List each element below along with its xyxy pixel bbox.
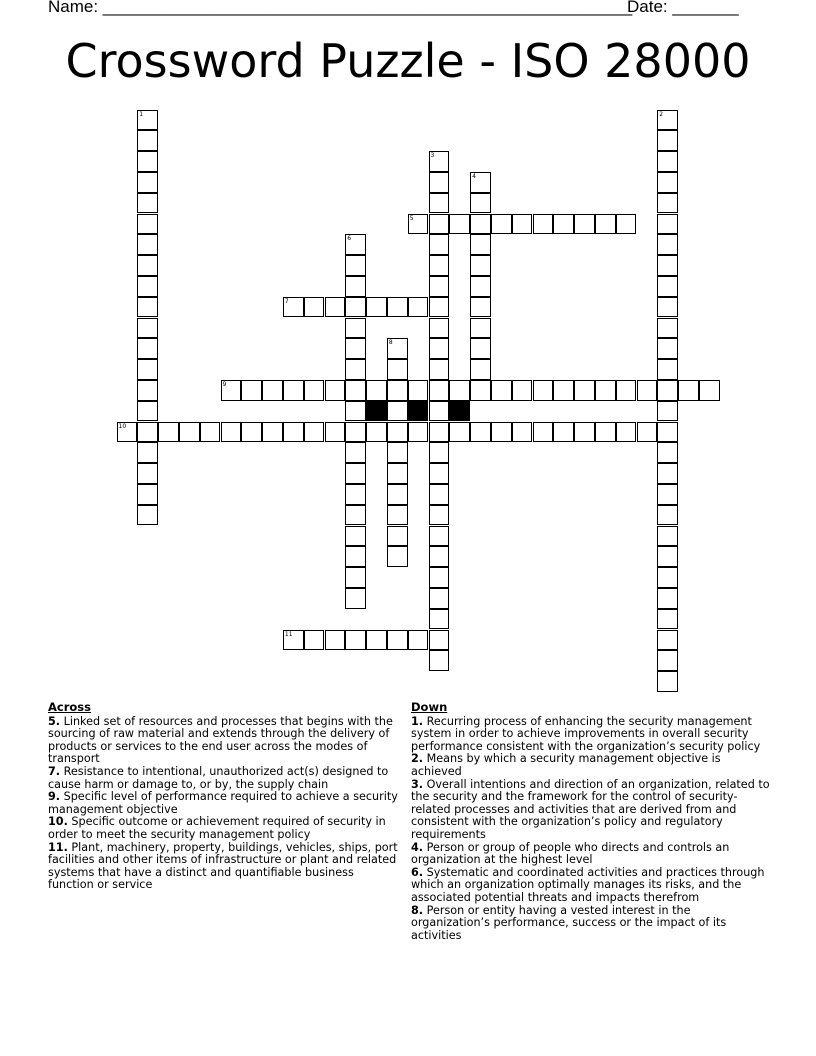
clue-text: Person or group of people who directs and controls an organization at the highest level: [411, 840, 730, 867]
grid-cell[interactable]: [366, 422, 387, 443]
grid-cell[interactable]: [345, 505, 366, 526]
grid-cell[interactable]: [657, 442, 678, 463]
grid-cell[interactable]: [657, 130, 678, 151]
grid-cell[interactable]: [137, 151, 158, 172]
grid-cell[interactable]: [429, 151, 450, 172]
grid-cell[interactable]: [533, 214, 554, 235]
grid-cell[interactable]: [137, 422, 158, 443]
grid-cell[interactable]: [366, 380, 387, 401]
grid-cell[interactable]: [657, 526, 678, 547]
clue-text: Specific outcome or achievement required of security in order to meet the security management policy: [48, 815, 386, 841]
grid-cell[interactable]: [429, 422, 450, 443]
grid-cell[interactable]: [429, 463, 450, 484]
grid-cell[interactable]: [345, 338, 366, 359]
grid-cell[interactable]: [429, 214, 450, 235]
grid-cell[interactable]: [158, 422, 179, 443]
grid-cell[interactable]: [553, 422, 574, 443]
grid-cell[interactable]: [470, 297, 491, 318]
grid-cell[interactable]: [387, 359, 408, 380]
grid-cell[interactable]: [699, 380, 720, 401]
grid-cell[interactable]: [616, 214, 637, 235]
grid-cell[interactable]: [387, 401, 408, 422]
grid-cell[interactable]: [387, 484, 408, 505]
grid-cell[interactable]: [657, 276, 678, 297]
grid-cell[interactable]: [429, 359, 450, 380]
clue-number: 1: [139, 110, 144, 118]
clue-text: Specific level of performance required to achieve a security management objective: [48, 790, 398, 816]
across-clues-list: [48, 701, 400, 892]
grid-cell[interactable]: [387, 422, 408, 443]
grid-cell[interactable]: [408, 297, 429, 318]
grid-cell[interactable]: [117, 422, 138, 443]
grid-cell[interactable]: [657, 214, 678, 235]
grid-cell[interactable]: [429, 172, 450, 193]
date-field-label: Date: _______: [627, 0, 739, 16]
grid-cell[interactable]: [304, 422, 325, 443]
grid-cell[interactable]: [283, 380, 304, 401]
grid-cell[interactable]: [470, 255, 491, 276]
grid-cell[interactable]: [387, 463, 408, 484]
grid-cell[interactable]: [304, 297, 325, 318]
grid-cell[interactable]: [657, 110, 678, 131]
grid-cell[interactable]: [470, 359, 491, 380]
clue-number: 9: [222, 380, 227, 388]
grid-cell[interactable]: [470, 338, 491, 359]
grid-cell[interactable]: [408, 422, 429, 443]
clue-text: Systematic and coordinated activities and practices through which an organization optimally manages its risks, and the associated potential threats and impacts therefrom: [411, 865, 765, 904]
grid-cell[interactable]: [595, 214, 616, 235]
grid-cell[interactable]: [325, 630, 346, 651]
grid-cell[interactable]: [657, 151, 678, 172]
across-clue: [48, 816, 400, 841]
black-square: [408, 401, 429, 422]
grid-cell[interactable]: [449, 422, 470, 443]
grid-cell[interactable]: [657, 630, 678, 651]
grid-cell[interactable]: [345, 401, 366, 422]
grid-cell[interactable]: [387, 546, 408, 567]
grid-cell[interactable]: [387, 442, 408, 463]
grid-cell[interactable]: [429, 505, 450, 526]
grid-cell[interactable]: [429, 609, 450, 630]
clue-number: 4: [472, 172, 476, 180]
grid-cell[interactable]: [491, 214, 512, 235]
grid-cell[interactable]: [345, 359, 366, 380]
grid-cell[interactable]: [137, 380, 158, 401]
grid-cell[interactable]: [657, 380, 678, 401]
grid-cell[interactable]: [345, 234, 366, 255]
across-clue: [48, 842, 400, 892]
grid-cell[interactable]: [179, 422, 200, 443]
across-heading: Across: [48, 700, 91, 714]
grid-cell[interactable]: [470, 193, 491, 214]
clue-num: 1.: [411, 714, 424, 728]
grid-cell[interactable]: [657, 546, 678, 567]
grid-cell[interactable]: [449, 380, 470, 401]
grid-cell[interactable]: [345, 526, 366, 547]
grid-cell[interactable]: [595, 422, 616, 443]
clue-num: 6.: [411, 865, 424, 879]
clue-number: 6: [347, 235, 352, 243]
grid-cell[interactable]: [387, 505, 408, 526]
across-clue: [48, 791, 400, 816]
clue-text: Plant, machinery, property, buildings, vehicles, ships, port facilities and other items of infrastructure or plant and related systems that have a distinct and quantifiable business function or service: [48, 840, 398, 892]
grid-cell[interactable]: [657, 318, 678, 339]
clue-num: 10.: [48, 815, 68, 829]
grid-cell[interactable]: [616, 380, 637, 401]
grid-cell[interactable]: [283, 630, 304, 651]
grid-cell[interactable]: [408, 380, 429, 401]
grid-cell[interactable]: [657, 484, 678, 505]
grid-cell[interactable]: [137, 130, 158, 151]
grid-cell[interactable]: [137, 359, 158, 380]
grid-cell[interactable]: [429, 526, 450, 547]
clue-number: 10: [118, 422, 127, 430]
grid-cell[interactable]: [345, 442, 366, 463]
grid-cell[interactable]: [137, 338, 158, 359]
grid-cell[interactable]: [345, 567, 366, 588]
grid-cell[interactable]: [429, 255, 450, 276]
grid-cell[interactable]: [345, 276, 366, 297]
grid-cell[interactable]: [657, 671, 678, 692]
down-clue: [411, 779, 771, 842]
grid-cell[interactable]: [387, 297, 408, 318]
grid-cell[interactable]: [429, 567, 450, 588]
grid-cell[interactable]: [429, 442, 450, 463]
across-clue: [48, 716, 400, 766]
grid-cell[interactable]: [137, 193, 158, 214]
grid-cell[interactable]: [387, 380, 408, 401]
grid-cell[interactable]: [429, 650, 450, 671]
grid-cell[interactable]: [429, 484, 450, 505]
grid-cell[interactable]: [574, 422, 595, 443]
name-field-label: Name: ________________________________________________________: [48, 0, 633, 16]
grid-cell[interactable]: [512, 422, 533, 443]
grid-cell[interactable]: [387, 630, 408, 651]
grid-cell[interactable]: [657, 338, 678, 359]
grid-cell[interactable]: [345, 588, 366, 609]
black-square: [366, 401, 387, 422]
clue-text: Overall intentions and direction of an organization, related to the security and the framework for the control of security-related processes and activities that are derived from and consistent with the organization’s policy and regulatory requirements: [411, 777, 770, 841]
grid-cell[interactable]: [429, 401, 450, 422]
clue-number: 7: [284, 297, 289, 305]
grid-cell[interactable]: [657, 505, 678, 526]
grid-cell[interactable]: [512, 380, 533, 401]
grid-cell[interactable]: [533, 380, 554, 401]
grid-cell[interactable]: [408, 630, 429, 651]
grid-cell[interactable]: [616, 422, 637, 443]
grid-cell[interactable]: [657, 609, 678, 630]
clue-num: 11.: [48, 840, 68, 854]
grid-cell[interactable]: [408, 214, 429, 235]
down-clue: [411, 842, 771, 867]
grid-cell[interactable]: [345, 297, 366, 318]
grid-cell[interactable]: [657, 650, 678, 671]
clue-num: 2.: [411, 752, 424, 766]
grid-cell[interactable]: [345, 630, 366, 651]
grid-cell[interactable]: [137, 463, 158, 484]
grid-cell[interactable]: [470, 318, 491, 339]
clue-text: Linked set of resources and processes that begins with the sourcing of raw material and extends through the delivery of products or services to the end user across the modes of transport: [48, 714, 393, 766]
across-clue: [48, 766, 400, 791]
grid-cell[interactable]: [283, 422, 304, 443]
grid-cell[interactable]: [512, 214, 533, 235]
grid-cell[interactable]: [657, 401, 678, 422]
grid-cell[interactable]: [449, 214, 470, 235]
grid-cell[interactable]: [429, 318, 450, 339]
grid-cell[interactable]: [200, 422, 221, 443]
black-square: [449, 401, 470, 422]
clue-text: Means by which a security management objective is achieved: [411, 752, 721, 778]
clue-number: 2: [659, 110, 664, 118]
grid-cell[interactable]: [262, 380, 283, 401]
grid-cell[interactable]: [325, 422, 346, 443]
clue-text: Recurring process of enhancing the security management system in order to achieve improvements in overall security performance consistent with the organization’s security policy: [411, 714, 761, 753]
grid-cell[interactable]: [470, 234, 491, 255]
clue-number: 5: [409, 214, 414, 222]
grid-cell[interactable]: [533, 422, 554, 443]
grid-cell[interactable]: [137, 318, 158, 339]
grid-cell[interactable]: [387, 338, 408, 359]
grid-cell[interactable]: [470, 380, 491, 401]
grid-cell[interactable]: [345, 546, 366, 567]
clue-number: 11: [284, 630, 293, 638]
down-clue: [411, 867, 771, 905]
grid-cell[interactable]: [470, 276, 491, 297]
grid-cell[interactable]: [491, 422, 512, 443]
grid-cell[interactable]: [657, 234, 678, 255]
grid-cell[interactable]: [345, 380, 366, 401]
clue-number: 3: [430, 152, 435, 160]
grid-cell[interactable]: [595, 380, 616, 401]
clue-number: 8: [388, 339, 393, 347]
grid-cell[interactable]: [429, 588, 450, 609]
clue-num: 7.: [48, 764, 61, 778]
grid-cell[interactable]: [137, 484, 158, 505]
grid-cell[interactable]: [470, 172, 491, 193]
grid-cell[interactable]: [657, 463, 678, 484]
grid-cell[interactable]: [429, 234, 450, 255]
grid-cell[interactable]: [325, 380, 346, 401]
grid-cell[interactable]: [429, 630, 450, 651]
grid-cell[interactable]: [137, 276, 158, 297]
clue-text: Resistance to intentional, unauthorized act(s) designed to cause harm or damage to, or by, the supply chain: [48, 764, 389, 791]
grid-cell[interactable]: [283, 297, 304, 318]
grid-cell[interactable]: [574, 380, 595, 401]
grid-cell[interactable]: [345, 484, 366, 505]
grid-cell[interactable]: [429, 297, 450, 318]
grid-cell[interactable]: [657, 422, 678, 443]
grid-cell[interactable]: [221, 380, 242, 401]
grid-cell[interactable]: [345, 318, 366, 339]
clue-num: 8.: [411, 903, 424, 917]
grid-cell[interactable]: [657, 588, 678, 609]
grid-cell[interactable]: [137, 214, 158, 235]
grid-cell[interactable]: [137, 110, 158, 131]
grid-cell[interactable]: [345, 255, 366, 276]
down-clues-list: [411, 701, 771, 942]
grid-cell[interactable]: [637, 380, 658, 401]
grid-cell[interactable]: [657, 359, 678, 380]
grid-cell[interactable]: [241, 380, 262, 401]
grid-cell[interactable]: [678, 380, 699, 401]
grid-cell[interactable]: [366, 630, 387, 651]
grid-cell[interactable]: [387, 526, 408, 547]
grid-cell[interactable]: [429, 193, 450, 214]
grid-cell[interactable]: [241, 422, 262, 443]
grid-cell[interactable]: [553, 380, 574, 401]
grid-cell[interactable]: [553, 214, 574, 235]
grid-cell[interactable]: [137, 401, 158, 422]
page-title: Crossword Puzzle - ISO 28000: [65, 34, 751, 88]
down-clue: [411, 753, 771, 778]
grid-cell[interactable]: [574, 214, 595, 235]
down-heading: Down: [411, 700, 448, 714]
grid-cell[interactable]: [470, 214, 491, 235]
grid-cell[interactable]: [657, 172, 678, 193]
grid-cell[interactable]: [657, 255, 678, 276]
clue-num: 3.: [411, 777, 424, 791]
grid-cell[interactable]: [137, 442, 158, 463]
down-clue: [411, 716, 771, 754]
grid-cell[interactable]: [345, 422, 366, 443]
grid-cell[interactable]: [491, 380, 512, 401]
grid-cell[interactable]: [304, 380, 325, 401]
grid-cell[interactable]: [137, 234, 158, 255]
grid-cell[interactable]: [657, 567, 678, 588]
grid-cell[interactable]: [137, 297, 158, 318]
grid-cell[interactable]: [366, 297, 387, 318]
grid-cell[interactable]: [221, 422, 242, 443]
grid-cell[interactable]: [345, 463, 366, 484]
clue-num: 4.: [411, 840, 424, 854]
down-clue: [411, 905, 771, 943]
clue-num: 9.: [48, 790, 61, 804]
grid-cell[interactable]: [657, 297, 678, 318]
grid-cell[interactable]: [429, 338, 450, 359]
grid-cell[interactable]: [637, 422, 658, 443]
grid-cell[interactable]: [657, 193, 678, 214]
clue-text: Person or entity having a vested interest in the organization’s performance, success or the impact of its activities: [411, 903, 727, 942]
grid-cell[interactable]: [262, 422, 283, 443]
grid-cell[interactable]: [429, 546, 450, 567]
grid-cell[interactable]: [325, 297, 346, 318]
grid-cell[interactable]: [470, 422, 491, 443]
grid-cell[interactable]: [304, 630, 325, 651]
grid-cell[interactable]: [137, 172, 158, 193]
grid-cell[interactable]: [429, 380, 450, 401]
grid-cell[interactable]: [137, 505, 158, 526]
grid-cell[interactable]: [137, 255, 158, 276]
grid-cell[interactable]: [429, 276, 450, 297]
clue-num: 5.: [48, 714, 61, 728]
